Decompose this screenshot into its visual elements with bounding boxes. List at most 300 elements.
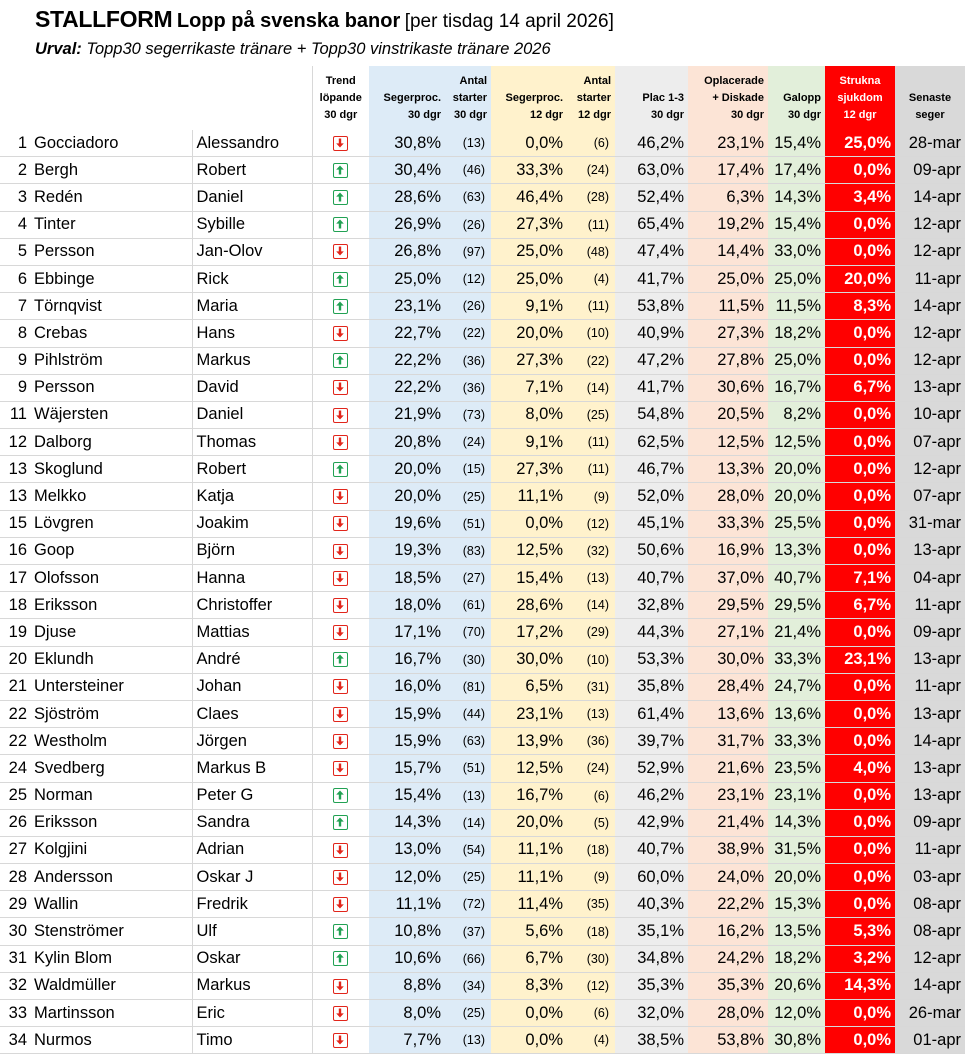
win12-cell: 17,2% xyxy=(491,619,567,646)
galopp-cell: 33,0% xyxy=(768,238,825,265)
trend-cell xyxy=(312,130,369,157)
trend-cell xyxy=(312,483,369,510)
oplac-cell: 21,6% xyxy=(688,755,768,782)
win30-cell: 19,6% xyxy=(369,510,445,537)
table-row xyxy=(0,429,965,456)
plac-cell: 35,8% xyxy=(615,673,688,700)
win12-cell: 27,3% xyxy=(491,456,567,483)
oplac-cell: 30,0% xyxy=(688,646,768,673)
starts12-cell: (36) xyxy=(567,728,615,755)
plac-cell: 38,5% xyxy=(615,1027,688,1054)
header-oplac: Oplacerade + Diskade 30 dgr xyxy=(688,66,768,130)
oplac-cell: 27,3% xyxy=(688,320,768,347)
trend-cell xyxy=(312,836,369,863)
starts30-cell: (51) xyxy=(445,755,491,782)
last-win-cell: 12-apr xyxy=(895,211,965,238)
last-win-cell: 13-apr xyxy=(895,782,965,809)
last-win-cell: 13-apr xyxy=(895,755,965,782)
galopp-cell: 12,5% xyxy=(768,429,825,456)
last-name-cell: Andersson xyxy=(30,864,192,891)
last-win-cell: 31-mar xyxy=(895,510,965,537)
trend-cell xyxy=(312,211,369,238)
galopp-cell: 17,4% xyxy=(768,157,825,184)
plac-cell: 42,9% xyxy=(615,809,688,836)
trend-cell xyxy=(312,238,369,265)
trend-up-arrow-icon xyxy=(333,217,348,232)
starts30-cell: (63) xyxy=(445,728,491,755)
win12-cell: 33,3% xyxy=(491,157,567,184)
trend-cell xyxy=(312,184,369,211)
starts12-cell: (10) xyxy=(567,320,615,347)
starts30-cell: (66) xyxy=(445,945,491,972)
win30-cell: 15,4% xyxy=(369,782,445,809)
oplac-cell: 21,4% xyxy=(688,809,768,836)
win12-cell: 27,3% xyxy=(491,211,567,238)
galopp-cell: 18,2% xyxy=(768,320,825,347)
header-galopp: Galopp 30 dgr xyxy=(768,66,825,130)
table-row xyxy=(0,456,965,483)
starts12-cell: (25) xyxy=(567,401,615,428)
plac-cell: 63,0% xyxy=(615,157,688,184)
trend-down-arrow-icon xyxy=(333,326,348,341)
win12-cell: 9,1% xyxy=(491,429,567,456)
starts12-cell: (13) xyxy=(567,700,615,727)
sick-cell: 14,3% xyxy=(825,972,895,999)
first-name-cell: Claes xyxy=(192,700,312,727)
starts12-cell: (11) xyxy=(567,456,615,483)
trend-down-arrow-icon xyxy=(333,979,348,994)
oplac-cell: 23,1% xyxy=(688,130,768,157)
last-name-cell: Westholm xyxy=(30,728,192,755)
win12-cell: 20,0% xyxy=(491,320,567,347)
oplac-cell: 22,2% xyxy=(688,891,768,918)
first-name-cell: Sybille xyxy=(192,211,312,238)
last-win-cell: 26-mar xyxy=(895,1000,965,1027)
first-name-cell: Katja xyxy=(192,483,312,510)
win30-cell: 28,6% xyxy=(369,184,445,211)
table-row xyxy=(0,238,965,265)
last-win-cell: 12-apr xyxy=(895,347,965,374)
sick-cell: 0,0% xyxy=(825,456,895,483)
trend-down-arrow-icon xyxy=(333,408,348,423)
starts12-cell: (14) xyxy=(567,592,615,619)
table-row xyxy=(0,293,965,320)
plac-cell: 65,4% xyxy=(615,211,688,238)
first-name-cell: Rick xyxy=(192,265,312,292)
starts30-cell: (51) xyxy=(445,510,491,537)
trend-down-arrow-icon xyxy=(333,897,348,912)
starts30-cell: (27) xyxy=(445,565,491,592)
header-last-win: Senaste seger xyxy=(895,66,965,130)
win30-cell: 25,0% xyxy=(369,265,445,292)
first-name-cell: Mattias xyxy=(192,619,312,646)
last-name-cell: Kolgjini xyxy=(30,836,192,863)
oplac-cell: 31,7% xyxy=(688,728,768,755)
galopp-cell: 8,2% xyxy=(768,401,825,428)
trend-down-arrow-icon xyxy=(333,598,348,613)
galopp-cell: 23,5% xyxy=(768,755,825,782)
starts12-cell: (6) xyxy=(567,1000,615,1027)
win30-cell: 26,8% xyxy=(369,238,445,265)
win30-cell: 14,3% xyxy=(369,809,445,836)
oplac-cell: 12,5% xyxy=(688,429,768,456)
table-row xyxy=(0,918,965,945)
win30-cell: 23,1% xyxy=(369,293,445,320)
last-name-cell: Svedberg xyxy=(30,755,192,782)
win30-cell: 8,0% xyxy=(369,1000,445,1027)
oplac-cell: 23,1% xyxy=(688,782,768,809)
last-win-cell: 08-apr xyxy=(895,891,965,918)
first-name-cell: Jan-Olov xyxy=(192,238,312,265)
sick-cell: 0,0% xyxy=(825,836,895,863)
last-name-cell: Tinter xyxy=(30,211,192,238)
galopp-cell: 13,3% xyxy=(768,537,825,564)
table-row xyxy=(0,1000,965,1027)
rank-cell: 28 xyxy=(0,864,30,891)
oplac-cell: 53,8% xyxy=(688,1027,768,1054)
starts12-cell: (32) xyxy=(567,537,615,564)
rank-cell: 2 xyxy=(0,157,30,184)
sick-cell: 3,4% xyxy=(825,184,895,211)
galopp-cell: 33,3% xyxy=(768,646,825,673)
win30-cell: 30,8% xyxy=(369,130,445,157)
rank-cell: 17 xyxy=(0,565,30,592)
starts30-cell: (36) xyxy=(445,374,491,401)
last-win-cell: 01-apr xyxy=(895,1027,965,1054)
table-row xyxy=(0,972,965,999)
oplac-cell: 6,3% xyxy=(688,184,768,211)
first-name-cell: Thomas xyxy=(192,429,312,456)
galopp-cell: 16,7% xyxy=(768,374,825,401)
last-name-cell: Bergh xyxy=(30,157,192,184)
oplac-cell: 35,3% xyxy=(688,972,768,999)
trend-up-arrow-icon xyxy=(333,951,348,966)
starts30-cell: (72) xyxy=(445,891,491,918)
last-name-cell: Lövgren xyxy=(30,510,192,537)
table-row xyxy=(0,130,965,157)
galopp-cell: 20,0% xyxy=(768,864,825,891)
trend-up-arrow-icon xyxy=(333,353,348,368)
table-row xyxy=(0,619,965,646)
trend-down-arrow-icon xyxy=(333,870,348,885)
trend-cell xyxy=(312,918,369,945)
rank-cell: 20 xyxy=(0,646,30,673)
table-row xyxy=(0,401,965,428)
win30-cell: 19,3% xyxy=(369,537,445,564)
trend-down-arrow-icon xyxy=(333,516,348,531)
first-name-cell: Adrian xyxy=(192,836,312,863)
sick-cell: 0,0% xyxy=(825,510,895,537)
rank-cell: 15 xyxy=(0,510,30,537)
trend-up-arrow-icon xyxy=(333,163,348,178)
plac-cell: 39,7% xyxy=(615,728,688,755)
trend-cell xyxy=(312,1000,369,1027)
plac-cell: 35,1% xyxy=(615,918,688,945)
trend-cell xyxy=(312,972,369,999)
sick-cell: 0,0% xyxy=(825,673,895,700)
win12-cell: 0,0% xyxy=(491,130,567,157)
galopp-cell: 13,5% xyxy=(768,918,825,945)
starts30-cell: (70) xyxy=(445,619,491,646)
last-name-cell: Nurmos xyxy=(30,1027,192,1054)
sick-cell: 3,2% xyxy=(825,945,895,972)
rank-cell: 9 xyxy=(0,374,30,401)
win12-cell: 20,0% xyxy=(491,809,567,836)
first-name-cell: Jörgen xyxy=(192,728,312,755)
table-row xyxy=(0,809,965,836)
starts30-cell: (36) xyxy=(445,347,491,374)
trend-cell xyxy=(312,320,369,347)
last-win-cell: 12-apr xyxy=(895,238,965,265)
first-name-cell: Daniel xyxy=(192,184,312,211)
last-win-cell: 07-apr xyxy=(895,429,965,456)
starts12-cell: (30) xyxy=(567,945,615,972)
trend-cell xyxy=(312,456,369,483)
win12-cell: 8,0% xyxy=(491,401,567,428)
galopp-cell: 25,0% xyxy=(768,265,825,292)
last-win-cell: 13-apr xyxy=(895,646,965,673)
rank-cell: 12 xyxy=(0,429,30,456)
subtitle-text: Topp30 segerrikaste tränare + Topp30 vinstrikaste tränare 2026 xyxy=(86,40,551,58)
last-win-cell: 11-apr xyxy=(895,836,965,863)
rank-cell: 31 xyxy=(0,945,30,972)
first-name-cell: David xyxy=(192,374,312,401)
trend-up-arrow-icon xyxy=(333,788,348,803)
subtitle-label: Urval: xyxy=(35,40,82,58)
trend-cell xyxy=(312,755,369,782)
sick-cell: 0,0% xyxy=(825,537,895,564)
table-row xyxy=(0,483,965,510)
plac-cell: 52,9% xyxy=(615,755,688,782)
galopp-cell: 15,3% xyxy=(768,891,825,918)
table-header-row xyxy=(0,66,965,130)
rank-cell: 5 xyxy=(0,238,30,265)
starts12-cell: (18) xyxy=(567,918,615,945)
trend-cell xyxy=(312,891,369,918)
win30-cell: 26,9% xyxy=(369,211,445,238)
sick-cell: 0,0% xyxy=(825,401,895,428)
trend-up-arrow-icon xyxy=(333,462,348,477)
last-win-cell: 14-apr xyxy=(895,728,965,755)
plac-cell: 41,7% xyxy=(615,374,688,401)
sick-cell: 0,0% xyxy=(825,782,895,809)
first-name-cell: Peter G xyxy=(192,782,312,809)
plac-cell: 52,0% xyxy=(615,483,688,510)
header-plac: Plac 1-3 30 dgr xyxy=(615,66,688,130)
starts30-cell: (12) xyxy=(445,265,491,292)
sick-cell: 0,0% xyxy=(825,1000,895,1027)
win12-cell: 23,1% xyxy=(491,700,567,727)
last-name-cell: Djuse xyxy=(30,619,192,646)
first-name-cell: Maria xyxy=(192,293,312,320)
trend-cell xyxy=(312,809,369,836)
table-row xyxy=(0,537,965,564)
sick-cell: 0,0% xyxy=(825,891,895,918)
table-row xyxy=(0,211,965,238)
rank-cell: 19 xyxy=(0,619,30,646)
win12-cell: 0,0% xyxy=(491,510,567,537)
win30-cell: 20,0% xyxy=(369,483,445,510)
sick-cell: 0,0% xyxy=(825,619,895,646)
trend-down-arrow-icon xyxy=(333,1033,348,1048)
last-name-cell: Sjöström xyxy=(30,700,192,727)
oplac-cell: 17,4% xyxy=(688,157,768,184)
trend-cell xyxy=(312,374,369,401)
plac-cell: 47,2% xyxy=(615,347,688,374)
table-row xyxy=(0,646,965,673)
starts12-cell: (18) xyxy=(567,836,615,863)
plac-cell: 60,0% xyxy=(615,864,688,891)
plac-cell: 41,7% xyxy=(615,265,688,292)
last-name-cell: Wäjersten xyxy=(30,401,192,428)
header-starts30: Antal starter 30 dgr xyxy=(445,66,491,130)
win30-cell: 18,0% xyxy=(369,592,445,619)
sick-cell: 6,7% xyxy=(825,592,895,619)
trend-cell xyxy=(312,700,369,727)
sick-cell: 20,0% xyxy=(825,265,895,292)
page-subtitle xyxy=(35,40,551,59)
trend-cell xyxy=(312,782,369,809)
plac-cell: 62,5% xyxy=(615,429,688,456)
last-name-cell: Crebas xyxy=(30,320,192,347)
header-trend: Trend löpande 30 dgr xyxy=(312,66,369,130)
table-row xyxy=(0,157,965,184)
first-name-cell: Hanna xyxy=(192,565,312,592)
trend-down-arrow-icon xyxy=(333,544,348,559)
starts12-cell: (48) xyxy=(567,238,615,265)
trend-down-arrow-icon xyxy=(333,244,348,259)
trend-up-arrow-icon xyxy=(333,815,348,830)
galopp-cell: 25,5% xyxy=(768,510,825,537)
sick-cell: 0,0% xyxy=(825,809,895,836)
trend-cell xyxy=(312,401,369,428)
last-name-cell: Eriksson xyxy=(30,809,192,836)
trend-cell xyxy=(312,728,369,755)
oplac-cell: 28,0% xyxy=(688,1000,768,1027)
starts30-cell: (44) xyxy=(445,700,491,727)
galopp-cell: 24,7% xyxy=(768,673,825,700)
last-name-cell: Untersteiner xyxy=(30,673,192,700)
plac-cell: 46,2% xyxy=(615,782,688,809)
starts30-cell: (54) xyxy=(445,836,491,863)
starts12-cell: (14) xyxy=(567,374,615,401)
last-win-cell: 07-apr xyxy=(895,483,965,510)
starts30-cell: (14) xyxy=(445,809,491,836)
starts12-cell: (24) xyxy=(567,755,615,782)
win30-cell: 22,2% xyxy=(369,347,445,374)
plac-cell: 40,7% xyxy=(615,565,688,592)
plac-cell: 53,8% xyxy=(615,293,688,320)
galopp-cell: 20,0% xyxy=(768,456,825,483)
win12-cell: 9,1% xyxy=(491,293,567,320)
win12-cell: 28,6% xyxy=(491,592,567,619)
rank-cell: 9 xyxy=(0,347,30,374)
last-win-cell: 13-apr xyxy=(895,700,965,727)
first-name-cell: Christoffer xyxy=(192,592,312,619)
last-win-cell: 12-apr xyxy=(895,320,965,347)
sick-cell: 4,0% xyxy=(825,755,895,782)
sick-cell: 7,1% xyxy=(825,565,895,592)
plac-cell: 54,8% xyxy=(615,401,688,428)
trend-down-arrow-icon xyxy=(333,435,348,450)
last-win-cell: 09-apr xyxy=(895,157,965,184)
win12-cell: 27,3% xyxy=(491,347,567,374)
trend-down-arrow-icon xyxy=(333,761,348,776)
trend-cell xyxy=(312,429,369,456)
win30-cell: 10,6% xyxy=(369,945,445,972)
last-name-cell: Törnqvist xyxy=(30,293,192,320)
win12-cell: 0,0% xyxy=(491,1027,567,1054)
oplac-cell: 13,6% xyxy=(688,700,768,727)
win12-cell: 46,4% xyxy=(491,184,567,211)
sick-cell: 0,0% xyxy=(825,728,895,755)
table-row xyxy=(0,864,965,891)
starts30-cell: (25) xyxy=(445,1000,491,1027)
rank-cell: 11 xyxy=(0,401,30,428)
win30-cell: 18,5% xyxy=(369,565,445,592)
trend-down-arrow-icon xyxy=(333,734,348,749)
starts30-cell: (34) xyxy=(445,972,491,999)
plac-cell: 45,1% xyxy=(615,510,688,537)
win30-cell: 16,7% xyxy=(369,646,445,673)
last-win-cell: 11-apr xyxy=(895,673,965,700)
first-name-cell: Eric xyxy=(192,1000,312,1027)
win30-cell: 13,0% xyxy=(369,836,445,863)
win30-cell: 22,7% xyxy=(369,320,445,347)
rank-cell: 13 xyxy=(0,483,30,510)
starts30-cell: (25) xyxy=(445,864,491,891)
first-name-cell: Alessandro xyxy=(192,130,312,157)
sick-cell: 25,0% xyxy=(825,130,895,157)
oplac-cell: 29,5% xyxy=(688,592,768,619)
starts30-cell: (15) xyxy=(445,456,491,483)
title-date: [per tisdag 14 april 2026] xyxy=(404,11,614,32)
plac-cell: 50,6% xyxy=(615,537,688,564)
galopp-cell: 13,6% xyxy=(768,700,825,727)
win30-cell: 8,8% xyxy=(369,972,445,999)
first-name-cell: Robert xyxy=(192,456,312,483)
sick-cell: 0,0% xyxy=(825,429,895,456)
starts12-cell: (6) xyxy=(567,130,615,157)
trend-up-arrow-icon xyxy=(333,652,348,667)
sick-cell: 5,3% xyxy=(825,918,895,945)
rank-cell: 22 xyxy=(0,700,30,727)
first-name-cell: Hans xyxy=(192,320,312,347)
oplac-cell: 24,0% xyxy=(688,864,768,891)
trend-cell xyxy=(312,347,369,374)
oplac-cell: 30,6% xyxy=(688,374,768,401)
plac-cell: 47,4% xyxy=(615,238,688,265)
last-name-cell: Persson xyxy=(30,238,192,265)
starts30-cell: (25) xyxy=(445,483,491,510)
first-name-cell: Robert xyxy=(192,157,312,184)
trend-cell xyxy=(312,265,369,292)
rank-cell: 32 xyxy=(0,972,30,999)
first-name-cell: Markus xyxy=(192,347,312,374)
starts30-cell: (22) xyxy=(445,320,491,347)
plac-cell: 44,3% xyxy=(615,619,688,646)
last-name-cell: Eriksson xyxy=(30,592,192,619)
plac-cell: 40,3% xyxy=(615,891,688,918)
trend-cell xyxy=(312,673,369,700)
table-row xyxy=(0,320,965,347)
starts30-cell: (26) xyxy=(445,293,491,320)
win30-cell: 21,9% xyxy=(369,401,445,428)
first-name-cell: Markus xyxy=(192,972,312,999)
oplac-cell: 20,5% xyxy=(688,401,768,428)
win12-cell: 7,1% xyxy=(491,374,567,401)
last-win-cell: 28-mar xyxy=(895,130,965,157)
